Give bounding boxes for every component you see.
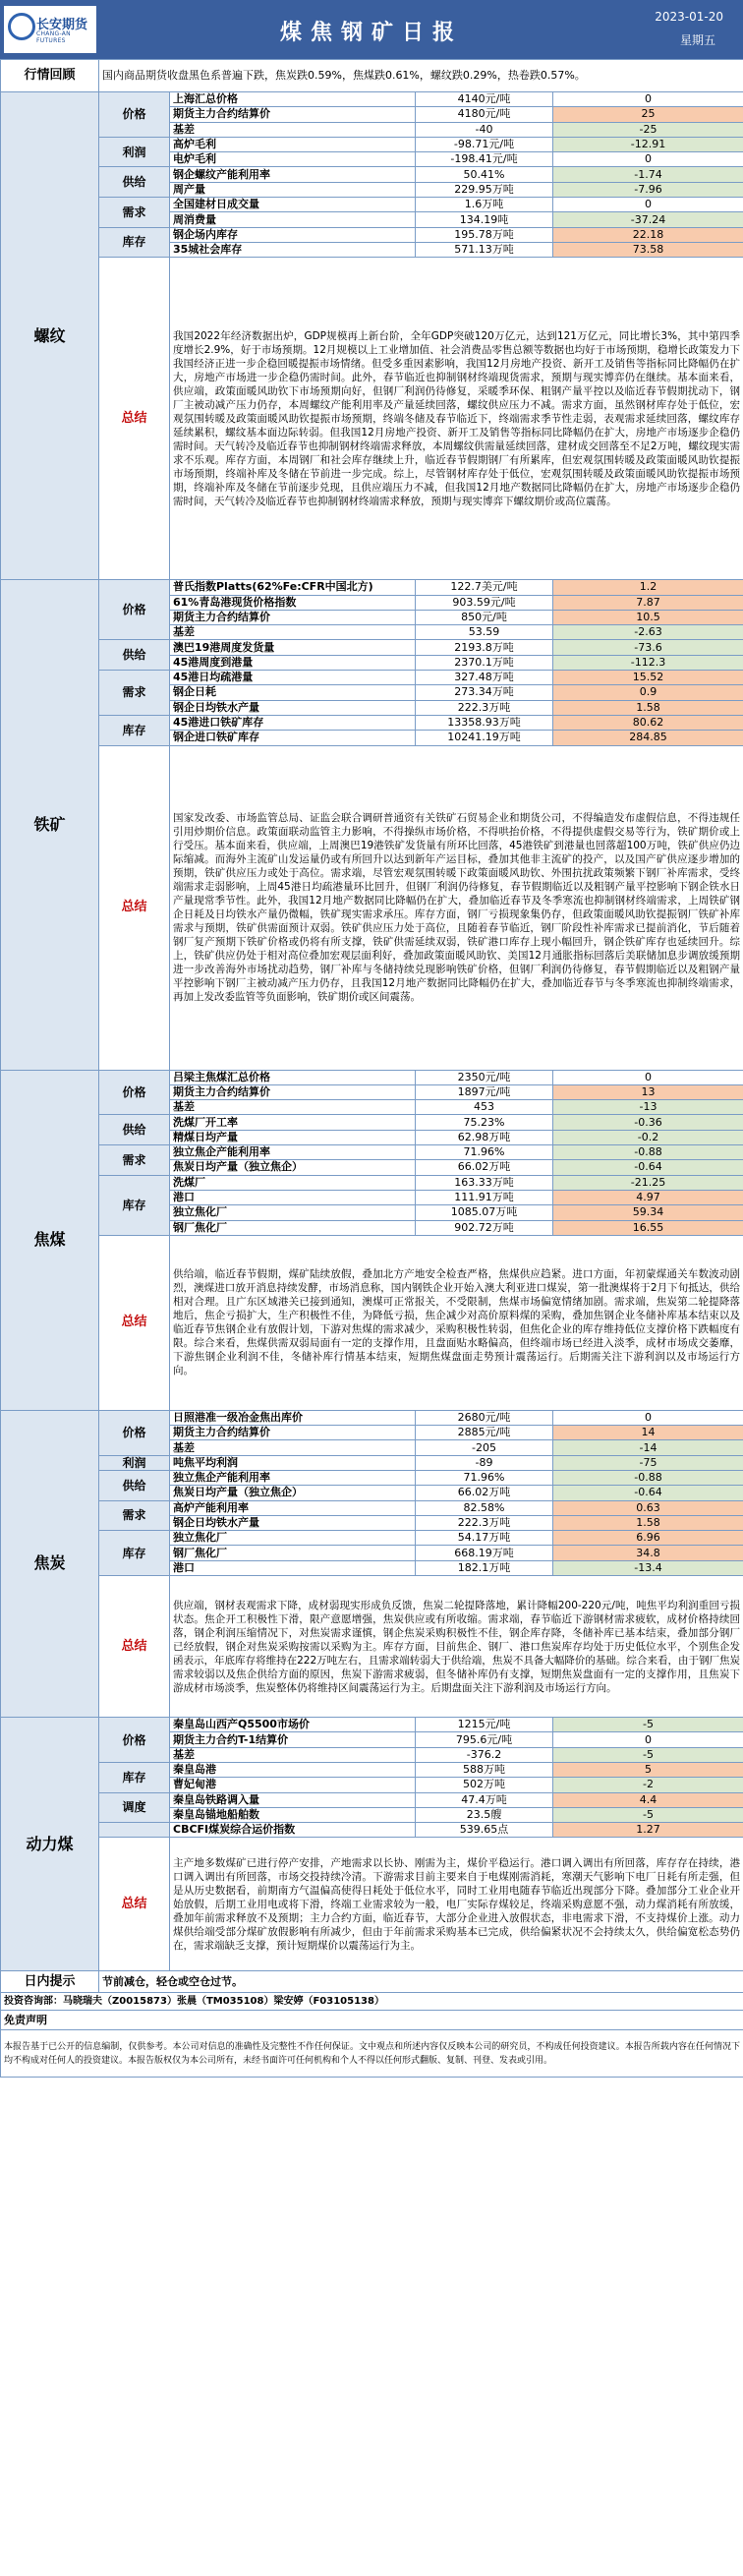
indicator-change: -13 bbox=[553, 1100, 743, 1115]
summary-text: 供给端，临近春节假期，煤矿陆续放假，叠加北方产地安全检查严格，焦煤供应趋紧。进口方面，年初蒙煤通关车数波动剧烈，澳煤进口放开消息持续发酵，市场消息称，国内钢铁企业开始入澳大利亚进口煤炭，第一批澳煤将于2月下旬抵达，供给相对合理。且广东区域港关已接到通知，澳煤可正常报关，不受限制，焦煤市场偏宽情绪加剧。需求端，焦炭第二轮提降落地后，焦企亏损扩大，生产积极性不佳，为降低亏损，焦企减少对高价原料煤的采购，叠加焦钢企业冬储补库基本结束以及临近春节焦钢企业有放假计划，下游对焦煤的需求减少，采购积极性转弱，但焦化企业的库存维持低位支撑价格下跌幅度有限。综合来看，焦煤供需双弱局面有一定的支撑作用，且盘面贴水略偏高，但终端市场已经进入淡季，成材市场成交萎靡，下游焦钢企业利润不佳，冬储补库行情基本结束，短期焦煤盘面走势预计震荡运行。后期需关注下游利润以及市场运行方向。 bbox=[170, 1235, 743, 1410]
indicator-value: 502万吨 bbox=[416, 1778, 553, 1792]
disclaimer-row bbox=[1, 2030, 743, 2078]
indicator-change: -1.74 bbox=[553, 167, 743, 182]
indicator-name: 秦皇岛铁路调入量 bbox=[170, 1792, 416, 1807]
indicator-change: -0.2 bbox=[553, 1130, 743, 1144]
section-name: 铁矿 bbox=[1, 580, 99, 1070]
category-label: 库存 bbox=[99, 1175, 170, 1235]
indicator-change: 22.18 bbox=[553, 227, 743, 242]
indicator-name: 秦皇岛山西产Q5500市场价 bbox=[170, 1718, 416, 1732]
disclaimer-title: 免责声明 bbox=[1, 2011, 743, 2030]
indicator-row bbox=[1, 715, 743, 730]
summary-row bbox=[1, 1838, 743, 1971]
indicator-value: 4140元/吨 bbox=[416, 92, 553, 107]
indicator-name: 钢企日均铁水产量 bbox=[170, 700, 416, 715]
indicator-value: 82.58% bbox=[416, 1500, 553, 1515]
indicator-name: 45港日均疏港量 bbox=[170, 671, 416, 685]
category-label: 库存 bbox=[99, 1531, 170, 1576]
logo-en-text: CHANG-AN FUTURES bbox=[36, 30, 71, 44]
indicator-value: 588万吨 bbox=[416, 1762, 553, 1777]
indicator-name: 曹妃甸港 bbox=[170, 1778, 416, 1792]
indicator-change: -5 bbox=[553, 1747, 743, 1762]
indicator-value: 795.6元/吨 bbox=[416, 1732, 553, 1747]
indicator-value: 229.95万吨 bbox=[416, 182, 553, 197]
indicator-value: 50.41% bbox=[416, 167, 553, 182]
indicator-row bbox=[1, 1175, 743, 1190]
indicator-name: 吕梁主焦煤汇总价格 bbox=[170, 1070, 416, 1084]
indicator-value: 571.13万吨 bbox=[416, 242, 553, 257]
indicator-change: 14 bbox=[553, 1426, 743, 1440]
indicator-change: -5 bbox=[553, 1807, 743, 1822]
indicator-value: 4180元/吨 bbox=[416, 107, 553, 122]
indicator-value: 1897元/吨 bbox=[416, 1084, 553, 1099]
indicator-change: -14 bbox=[553, 1440, 743, 1455]
indicator-change: -5 bbox=[553, 1718, 743, 1732]
indicator-value: 66.02万吨 bbox=[416, 1486, 553, 1500]
indicator-change: 0 bbox=[553, 1070, 743, 1084]
indicator-row bbox=[1, 1455, 743, 1470]
indicator-value: 2885元/吨 bbox=[416, 1426, 553, 1440]
indicator-change: -37.24 bbox=[553, 212, 743, 227]
indicator-row bbox=[1, 1792, 743, 1807]
indicator-name: 基差 bbox=[170, 1747, 416, 1762]
category-label: 需求 bbox=[99, 671, 170, 716]
indicator-change: 0.63 bbox=[553, 1500, 743, 1515]
section-name: 焦煤 bbox=[1, 1070, 99, 1410]
indicator-value: 2370.1万吨 bbox=[416, 655, 553, 670]
indicator-change: 0 bbox=[553, 92, 743, 107]
indicator-value: 539.65点 bbox=[416, 1823, 553, 1838]
category-label: 价格 bbox=[99, 1070, 170, 1115]
market-review-row bbox=[1, 60, 743, 92]
indicator-change: -112.3 bbox=[553, 655, 743, 670]
indicator-value: 54.17万吨 bbox=[416, 1531, 553, 1546]
section-name: 焦炭 bbox=[1, 1410, 99, 1717]
indicator-name: 61%青岛港现货价格指数 bbox=[170, 595, 416, 610]
indicator-change: 0 bbox=[553, 152, 743, 167]
indicator-value: -89 bbox=[416, 1455, 553, 1470]
summary-label: 总结 bbox=[99, 1576, 170, 1718]
indicator-name: 港口 bbox=[170, 1190, 416, 1204]
indicator-change: 0.9 bbox=[553, 685, 743, 700]
indicator-value: 668.19万吨 bbox=[416, 1546, 553, 1560]
indicator-row bbox=[1, 1410, 743, 1425]
indicator-value: -198.41元/吨 bbox=[416, 152, 553, 167]
indicator-change: -25 bbox=[553, 122, 743, 137]
indicator-change: 4.4 bbox=[553, 1792, 743, 1807]
indicator-name: 周消费量 bbox=[170, 212, 416, 227]
indicator-value: 327.48万吨 bbox=[416, 671, 553, 685]
indicator-name: 期货主力合约T-1结算价 bbox=[170, 1732, 416, 1747]
indicator-change: 80.62 bbox=[553, 715, 743, 730]
analysts-row bbox=[1, 1993, 743, 2011]
indicator-change: 1.58 bbox=[553, 1515, 743, 1530]
indicator-name: 澳巴19港周度发货量 bbox=[170, 640, 416, 655]
summary-text: 供应端，钢材表观需求下降，成材弱现实形成负反馈，焦炭二轮提降落地，累计降幅200-220元/吨，吨焦平均利润重回亏损状态。焦企开工积极性下滑，限产意愿增强，焦炭供应或有所收缩。需求端，春节临近下游钢材需求疲软，成材价格持续回落，钢企利润压缩情况下，对焦炭需求谨慎，钢企焦炭采购积极性不佳，钢企库存降，冬储补库已基本结束，叠加部分钢厂已经放假，钢企对焦炭采购按需以采购为主。库存方面，目前焦企、钢厂、港口焦炭库存均处于历史低位水平，个别焦企发函表示，年底库存将维持在222万吨左右，且需求端转弱大于供给端，焦炭不具备大幅降价的基础。综合来看，由于钢厂焦炭需求较弱以及焦企供给方面的原因，焦炭下游需求疲弱，但冬储补库仍有支撑，短期焦炭盘面有一定的支撑作用，且焦炭下游成材市场淡季，焦炭整体仍将维持区间震荡运行为主。后期盘面关注下游利润及市场运行方向。 bbox=[170, 1576, 743, 1718]
category-label: 库存 bbox=[99, 715, 170, 745]
indicator-change: 0 bbox=[553, 1410, 743, 1425]
summary-text: 国家发改委、市场监管总局、证监会联合调研普通资有关铁矿石贸易企业和期货公司，不得编造发布虚假信息，不得违规任引用炒期价信息。政策面联动监管主力影响，不得操纵市场价格，不得哄抬价格，不得提供虚假交易等行为，铁矿期价或上行受压。基本面来看，供应端，上周澳巴19港铁矿发货量有所环比回落，45港铁矿到港量也回落超100万吨，铁矿供应仍边际缩减。而海外主流矿山发运量仍或有所回升以达到新年产运目标，叠加其他非主流矿的投产，以及国产矿供应逐步增加的预期，铁矿供应压力或处于高位。需求端，尽管宏观氛围转暖下政策面暖风助钦、外围抗扰政策频繁下钢厂补库需求，受终端需求走弱影响，上周45港日均疏港量环比回升，但钢厂利润仍待修复，春节假期临近以及粗钢产量平控影响下钢企铁水日产量现常季节性。此外，我国12月地产数据同比降幅仍在扩大，叠加临近春节及冬季寒流也抑制钢材终端需求，上周铁矿钢企日耗及日均铁水产量仍微幅，铁矿现实需求承压。库存方面，钢厂亏损现象集仍存，但政策面暖风助钦提振钢厂铁矿补库需求与预期，铁矿供需面预计双弱。铁矿供应压力处于高位，且随着春节临近，钢厂阶段性补库需求已提前消化，节后随着钢厂复产预期下铁矿价格或仍将有所支撑，铁矿供需延续双弱，铁矿港口库存上现小幅回升，钢企铁矿库存也延续回升。综上，铁矿供应仍处于相对高位叠加宏观层面利好，叠加政策面暖风助钦、美国12月通胀指标回落后美联储加息步调放缓预期进一步改善海外市场扰动趋势，钢厂补库与冬储持续兑现影响铁矿价格，但钢厂利润仍待修复，春节假期临近以及粗钢产量平控影响下钢厂主被动减产压力仍存，且我国12月地产数据同比降幅仍在扩大，叠加临近春节与冬季寒流也抑制终端需求，再加上发改委监管等负面影响，铁矿期价或区间震荡。 bbox=[170, 745, 743, 1070]
indicator-name: 期货主力合约结算价 bbox=[170, 107, 416, 122]
indicator-row bbox=[1, 1070, 743, 1084]
indicator-row bbox=[1, 1823, 743, 1838]
indicator-change: 59.34 bbox=[553, 1205, 743, 1220]
indicator-name: 独立焦企产能利用率 bbox=[170, 1470, 416, 1485]
indicator-name: 钢企螺纹产能利用率 bbox=[170, 167, 416, 182]
indicator-name: 钢厂焦化厂 bbox=[170, 1220, 416, 1235]
indicator-name: 钢企进口铁矿库存 bbox=[170, 731, 416, 745]
summary-label: 总结 bbox=[99, 745, 170, 1070]
indicator-change: 0 bbox=[553, 1732, 743, 1747]
report-weekday: 星期五 bbox=[679, 33, 715, 47]
indicator-name: 日照港准一级冶金焦出库价 bbox=[170, 1410, 416, 1425]
indicator-name: 基差 bbox=[170, 1440, 416, 1455]
indicator-value: 453 bbox=[416, 1100, 553, 1115]
indicator-change: 10.5 bbox=[553, 610, 743, 624]
category-label: 库存 bbox=[99, 1762, 170, 1792]
indicator-row bbox=[1, 1145, 743, 1160]
disclaimer-title-row bbox=[1, 2011, 743, 2030]
section-name: 动力煤 bbox=[1, 1718, 99, 1971]
indicator-change: 5 bbox=[553, 1762, 743, 1777]
indicator-value: 1.6万吨 bbox=[416, 198, 553, 212]
indicator-row bbox=[1, 1531, 743, 1546]
category-label: 库存 bbox=[99, 227, 170, 258]
indicator-name: 35城社会库存 bbox=[170, 242, 416, 257]
indicator-row bbox=[1, 1718, 743, 1732]
indicator-name: 钢企场内库存 bbox=[170, 227, 416, 242]
indicator-change: -7.96 bbox=[553, 182, 743, 197]
indicator-value: 902.72万吨 bbox=[416, 1220, 553, 1235]
indicator-value: 13358.93万吨 bbox=[416, 715, 553, 730]
indicator-value: 1085.07万吨 bbox=[416, 1205, 553, 1220]
indicator-change: -0.36 bbox=[553, 1115, 743, 1130]
indicator-value: 47.4万吨 bbox=[416, 1792, 553, 1807]
logo-cn-text: 长安期货 bbox=[36, 18, 88, 32]
indicator-name: 焦炭日均产量（独立焦企） bbox=[170, 1160, 416, 1175]
indicator-value: 71.96% bbox=[416, 1470, 553, 1485]
indicator-change: -75 bbox=[553, 1455, 743, 1470]
indicator-change: -0.64 bbox=[553, 1160, 743, 1175]
indicator-change: 6.96 bbox=[553, 1531, 743, 1546]
summary-text: 我国2022年经济数据出炉，GDP规模再上新台阶，全年GDP突破120万亿元，达到121万亿元，同比增长3%，其中第四季度增长2.9%，好于市场预期。12月规模以上工业增加值、社会消费品零售总额等数据也均好于市场预期，稳增长政策发力下我国经济正进一步企稳回暖提振市场情绪。但受多重因素影响，我国12月房地产投资、新开工及销售等指标同比降幅仍在扩大，房地产市场进一步企稳仍需时间。此外，春节临近也抑制钢材终端现货需求，预期与现实博弈仍在继续。基本面来看，供应端，政策面暖风助钦下市场预期向好，但钢厂利润仍待修复，采暖季环保、粗钢产量平控以及临近春节假期扰动下，钢厂主被动减产压力仍存，本周螺纹产能利用率及产量延续回落，螺纹供应压力不减。需求方面，虽然钢材库存处于低位，宏观氛围转暖及政策面暖风助钦提振市场预期，终端冬储及春节临近下，终端需求季节性走弱，表观需求延续回落，螺纹库存延续累积，螺纹基本面边际转弱。但我国12月房地产投资、新开工及销售等指标同比降幅仍在扩大，房地产市场逐步企稳仍需时间。天气转冷及临近春节也抑制钢材终端需求释放，本周螺纹供需量延续回落，建材成交回落至不足2万吨，螺纹现实需求不乐观。库存方面，本周钢厂和社会库存继续上升，临近春节假期钢厂有所累库，但宏观氛围转暖及政策面暖风助钦提振市场预期，终端补库及冬储在节前进一步完成。综上，尽管钢材库存处于低位，宏观氛围转暖及政策面暖风助钦提振市场预期，终端补库及冬储在节前逐步兑现，且供应端压力不减，但我国12月地产数据同比降幅仍在扩大，房地产市场逐步企稳仍需时间，天气转冷及临近春节也抑制钢材终端需求释放，预期与现实博弈下螺纹期价或高位震荡。 bbox=[170, 258, 743, 580]
indicator-row bbox=[1, 227, 743, 242]
category-label: 需求 bbox=[99, 1145, 170, 1176]
indicator-name: 港口 bbox=[170, 1560, 416, 1575]
category-label: 供给 bbox=[99, 640, 170, 671]
indicator-name: 高炉产能利用率 bbox=[170, 1500, 416, 1515]
category-label: 调度 bbox=[99, 1792, 170, 1823]
summary-row bbox=[1, 1576, 743, 1718]
summary-label: 总结 bbox=[99, 1235, 170, 1410]
indicator-name: 普氏指数Platts(62%Fe:CFR中国北方) bbox=[170, 580, 416, 595]
indicator-name: 焦炭日均产量（独立焦企） bbox=[170, 1486, 416, 1500]
analysts-text: 投资咨询部：马晓瑞夫（Z0015873）张晨（TM035108）梁安婷（F03105138） bbox=[1, 1993, 743, 2011]
indicator-name: CBCFI煤炭综合运价指数 bbox=[170, 1823, 416, 1838]
day-review-text: 节前减仓，轻仓或空仓过节。 bbox=[99, 1971, 743, 1993]
day-review-label: 日内提示 bbox=[1, 1971, 99, 1993]
category-label: 利润 bbox=[99, 137, 170, 167]
indicator-name: 周产量 bbox=[170, 182, 416, 197]
indicator-value: 23.5艘 bbox=[416, 1807, 553, 1822]
indicator-change: 16.55 bbox=[553, 1220, 743, 1235]
indicator-value: 53.59 bbox=[416, 625, 553, 640]
indicator-row bbox=[1, 580, 743, 595]
indicator-change: 13 bbox=[553, 1084, 743, 1099]
indicator-value: -98.71元/吨 bbox=[416, 137, 553, 151]
indicator-change: -12.91 bbox=[553, 137, 743, 151]
indicator-name: 基差 bbox=[170, 122, 416, 137]
indicator-value: 111.91万吨 bbox=[416, 1190, 553, 1204]
category-label: 价格 bbox=[99, 1718, 170, 1763]
market-review-label: 行情回顾 bbox=[1, 60, 99, 92]
category-label: 供给 bbox=[99, 1115, 170, 1145]
indicator-change: 15.52 bbox=[553, 671, 743, 685]
indicator-name: 45港周度到港量 bbox=[170, 655, 416, 670]
indicator-value: 71.96% bbox=[416, 1145, 553, 1160]
indicator-change: 34.8 bbox=[553, 1546, 743, 1560]
category-label: 价格 bbox=[99, 1410, 170, 1455]
indicator-name: 吨焦平均利润 bbox=[170, 1455, 416, 1470]
report-date: 2023-01-20 bbox=[655, 10, 723, 24]
indicator-change: -2.63 bbox=[553, 625, 743, 640]
indicator-name: 期货主力合约结算价 bbox=[170, 1084, 416, 1099]
indicator-row bbox=[1, 640, 743, 655]
indicator-value: 2680元/吨 bbox=[416, 1410, 553, 1425]
indicator-name: 高炉毛利 bbox=[170, 137, 416, 151]
indicator-row bbox=[1, 198, 743, 212]
category-label: 价格 bbox=[99, 92, 170, 138]
indicator-value: 66.02万吨 bbox=[416, 1160, 553, 1175]
indicator-change: 1.27 bbox=[553, 1823, 743, 1838]
summary-label: 总结 bbox=[99, 258, 170, 580]
report-header bbox=[0, 0, 743, 59]
indicator-value: 134.19吨 bbox=[416, 212, 553, 227]
indicator-change: 4.97 bbox=[553, 1190, 743, 1204]
indicator-value: 2350元/吨 bbox=[416, 1070, 553, 1084]
day-review-row bbox=[1, 1971, 743, 1993]
indicator-value: 273.34万吨 bbox=[416, 685, 553, 700]
indicator-name: 独立焦化厂 bbox=[170, 1205, 416, 1220]
report-title: 煤焦钢矿日报 bbox=[279, 21, 463, 45]
indicator-row bbox=[1, 167, 743, 182]
indicator-name: 基差 bbox=[170, 1100, 416, 1115]
indicator-name: 独立焦企产能利用率 bbox=[170, 1145, 416, 1160]
indicator-name: 45港进口铁矿库存 bbox=[170, 715, 416, 730]
summary-text: 主产地多数煤矿已进行停产安排，产地需求以长协、刚需为主，煤价平稳运行。港口调入调出有所回落，库存存在持续，港口调入调出有所回落，市场交投持续冷清。下游需求目前主要来自于电煤刚需消耗，寒潮天气影响下电厂日耗有所走强，但是从历史数据看，前期南方气温偏高使得日耗处于低位水平，同时工业用电随春节临近出现部分下降。叠加部分工业企业开始放假，后期工业用电或将下滑，终端工业需求较为一般，电厂实际存煤较足，终端采购意愿不强，动力煤消耗有所放缓，叠加年前需求释放不及预期；主力合约方面，临近春节，大部分企业进入放假状态，非电需求下滑，不支持煤价上涨。动力煤供给端受部分煤矿放假影响有所减少，但由于年前需求采购基本已完成，供给偏紧状况不会持续太久，供给偏宽松态势仍在，需求端缺乏支撑，预计短期煤价以震荡运行为主。 bbox=[170, 1838, 743, 1971]
report-table bbox=[0, 59, 743, 2078]
market-review-text: 国内商品期货收盘黑色系普遍下跌，焦炭跌0.59%，焦煤跌0.61%，螺纹跌0.29%，热卷跌0.57%。 bbox=[99, 60, 743, 92]
indicator-name: 基差 bbox=[170, 625, 416, 640]
indicator-change: -13.4 bbox=[553, 1560, 743, 1575]
summary-row bbox=[1, 258, 743, 580]
category-label: 价格 bbox=[99, 580, 170, 640]
indicator-value: 195.78万吨 bbox=[416, 227, 553, 242]
indicator-name: 上海汇总价格 bbox=[170, 92, 416, 107]
indicator-change: 0 bbox=[553, 198, 743, 212]
indicator-value: -205 bbox=[416, 1440, 553, 1455]
indicator-change: 1.2 bbox=[553, 580, 743, 595]
indicator-name: 全国建材日成交量 bbox=[170, 198, 416, 212]
indicator-change: -73.6 bbox=[553, 640, 743, 655]
indicator-name: 钢企日均铁水产量 bbox=[170, 1515, 416, 1530]
indicator-value: 222.3万吨 bbox=[416, 1515, 553, 1530]
indicator-change: -0.88 bbox=[553, 1145, 743, 1160]
summary-row bbox=[1, 745, 743, 1070]
indicator-name: 期货主力合约结算价 bbox=[170, 1426, 416, 1440]
indicator-row bbox=[1, 92, 743, 107]
indicator-change: -2 bbox=[553, 1778, 743, 1792]
indicator-name: 秦皇岛锚地船舶数 bbox=[170, 1807, 416, 1822]
indicator-change: -0.64 bbox=[553, 1486, 743, 1500]
summary-row bbox=[1, 1235, 743, 1410]
indicator-row bbox=[1, 1470, 743, 1485]
indicator-name: 秦皇岛港 bbox=[170, 1762, 416, 1777]
category-label: 供给 bbox=[99, 1470, 170, 1500]
indicator-change: 73.58 bbox=[553, 242, 743, 257]
indicator-value: 182.1万吨 bbox=[416, 1560, 553, 1575]
indicator-change: -0.88 bbox=[553, 1470, 743, 1485]
indicator-value: 2193.8万吨 bbox=[416, 640, 553, 655]
indicator-row bbox=[1, 137, 743, 151]
indicator-value: 10241.19万吨 bbox=[416, 731, 553, 745]
disclaimer-text: 本报告基于已公开的信息编制，仅供参考。本公司对信息的准确性及完整性不作任何保证。文中观点和所述内容仅反映本公司的研究员，不构成任何投资建议。本报告所载内容在任何情况下均不构成对任何人的投资建议。本报告版权仅为本公司所有，未经书面许可任何机构和个人不得以任何形式翻版、复制、刊登、发表或引用。 bbox=[1, 2030, 743, 2078]
indicator-name: 洗煤厂开工率 bbox=[170, 1115, 416, 1130]
indicator-value: 75.23% bbox=[416, 1115, 553, 1130]
indicator-value: 222.3万吨 bbox=[416, 700, 553, 715]
indicator-value: 850元/吨 bbox=[416, 610, 553, 624]
indicator-change: 7.87 bbox=[553, 595, 743, 610]
indicator-name: 钢厂焦化厂 bbox=[170, 1546, 416, 1560]
summary-label: 总结 bbox=[99, 1838, 170, 1971]
indicator-row bbox=[1, 1762, 743, 1777]
indicator-name: 精煤日均产量 bbox=[170, 1130, 416, 1144]
indicator-value: 62.98万吨 bbox=[416, 1130, 553, 1144]
indicator-change: 25 bbox=[553, 107, 743, 122]
category-label bbox=[99, 1823, 170, 1838]
indicator-value: 122.7美元/吨 bbox=[416, 580, 553, 595]
indicator-name: 洗煤厂 bbox=[170, 1175, 416, 1190]
indicator-value: 903.59元/吨 bbox=[416, 595, 553, 610]
category-label: 利润 bbox=[99, 1455, 170, 1470]
indicator-change: -21.25 bbox=[553, 1175, 743, 1190]
indicator-name: 期货主力合约结算价 bbox=[170, 610, 416, 624]
category-label: 需求 bbox=[99, 1500, 170, 1531]
indicator-row bbox=[1, 1115, 743, 1130]
indicator-value: 163.33万吨 bbox=[416, 1175, 553, 1190]
indicator-change: 284.85 bbox=[553, 731, 743, 745]
indicator-name: 电炉毛利 bbox=[170, 152, 416, 167]
category-label: 需求 bbox=[99, 198, 170, 228]
indicator-value: -376.2 bbox=[416, 1747, 553, 1762]
section-name: 螺纹 bbox=[1, 92, 99, 580]
indicator-row bbox=[1, 671, 743, 685]
indicator-name: 钢企日耗 bbox=[170, 685, 416, 700]
indicator-change: 1.58 bbox=[553, 700, 743, 715]
category-label: 供给 bbox=[99, 167, 170, 198]
indicator-name: 独立焦化厂 bbox=[170, 1531, 416, 1546]
indicator-value: -40 bbox=[416, 122, 553, 137]
indicator-value: 1215元/吨 bbox=[416, 1718, 553, 1732]
indicator-row bbox=[1, 1500, 743, 1515]
